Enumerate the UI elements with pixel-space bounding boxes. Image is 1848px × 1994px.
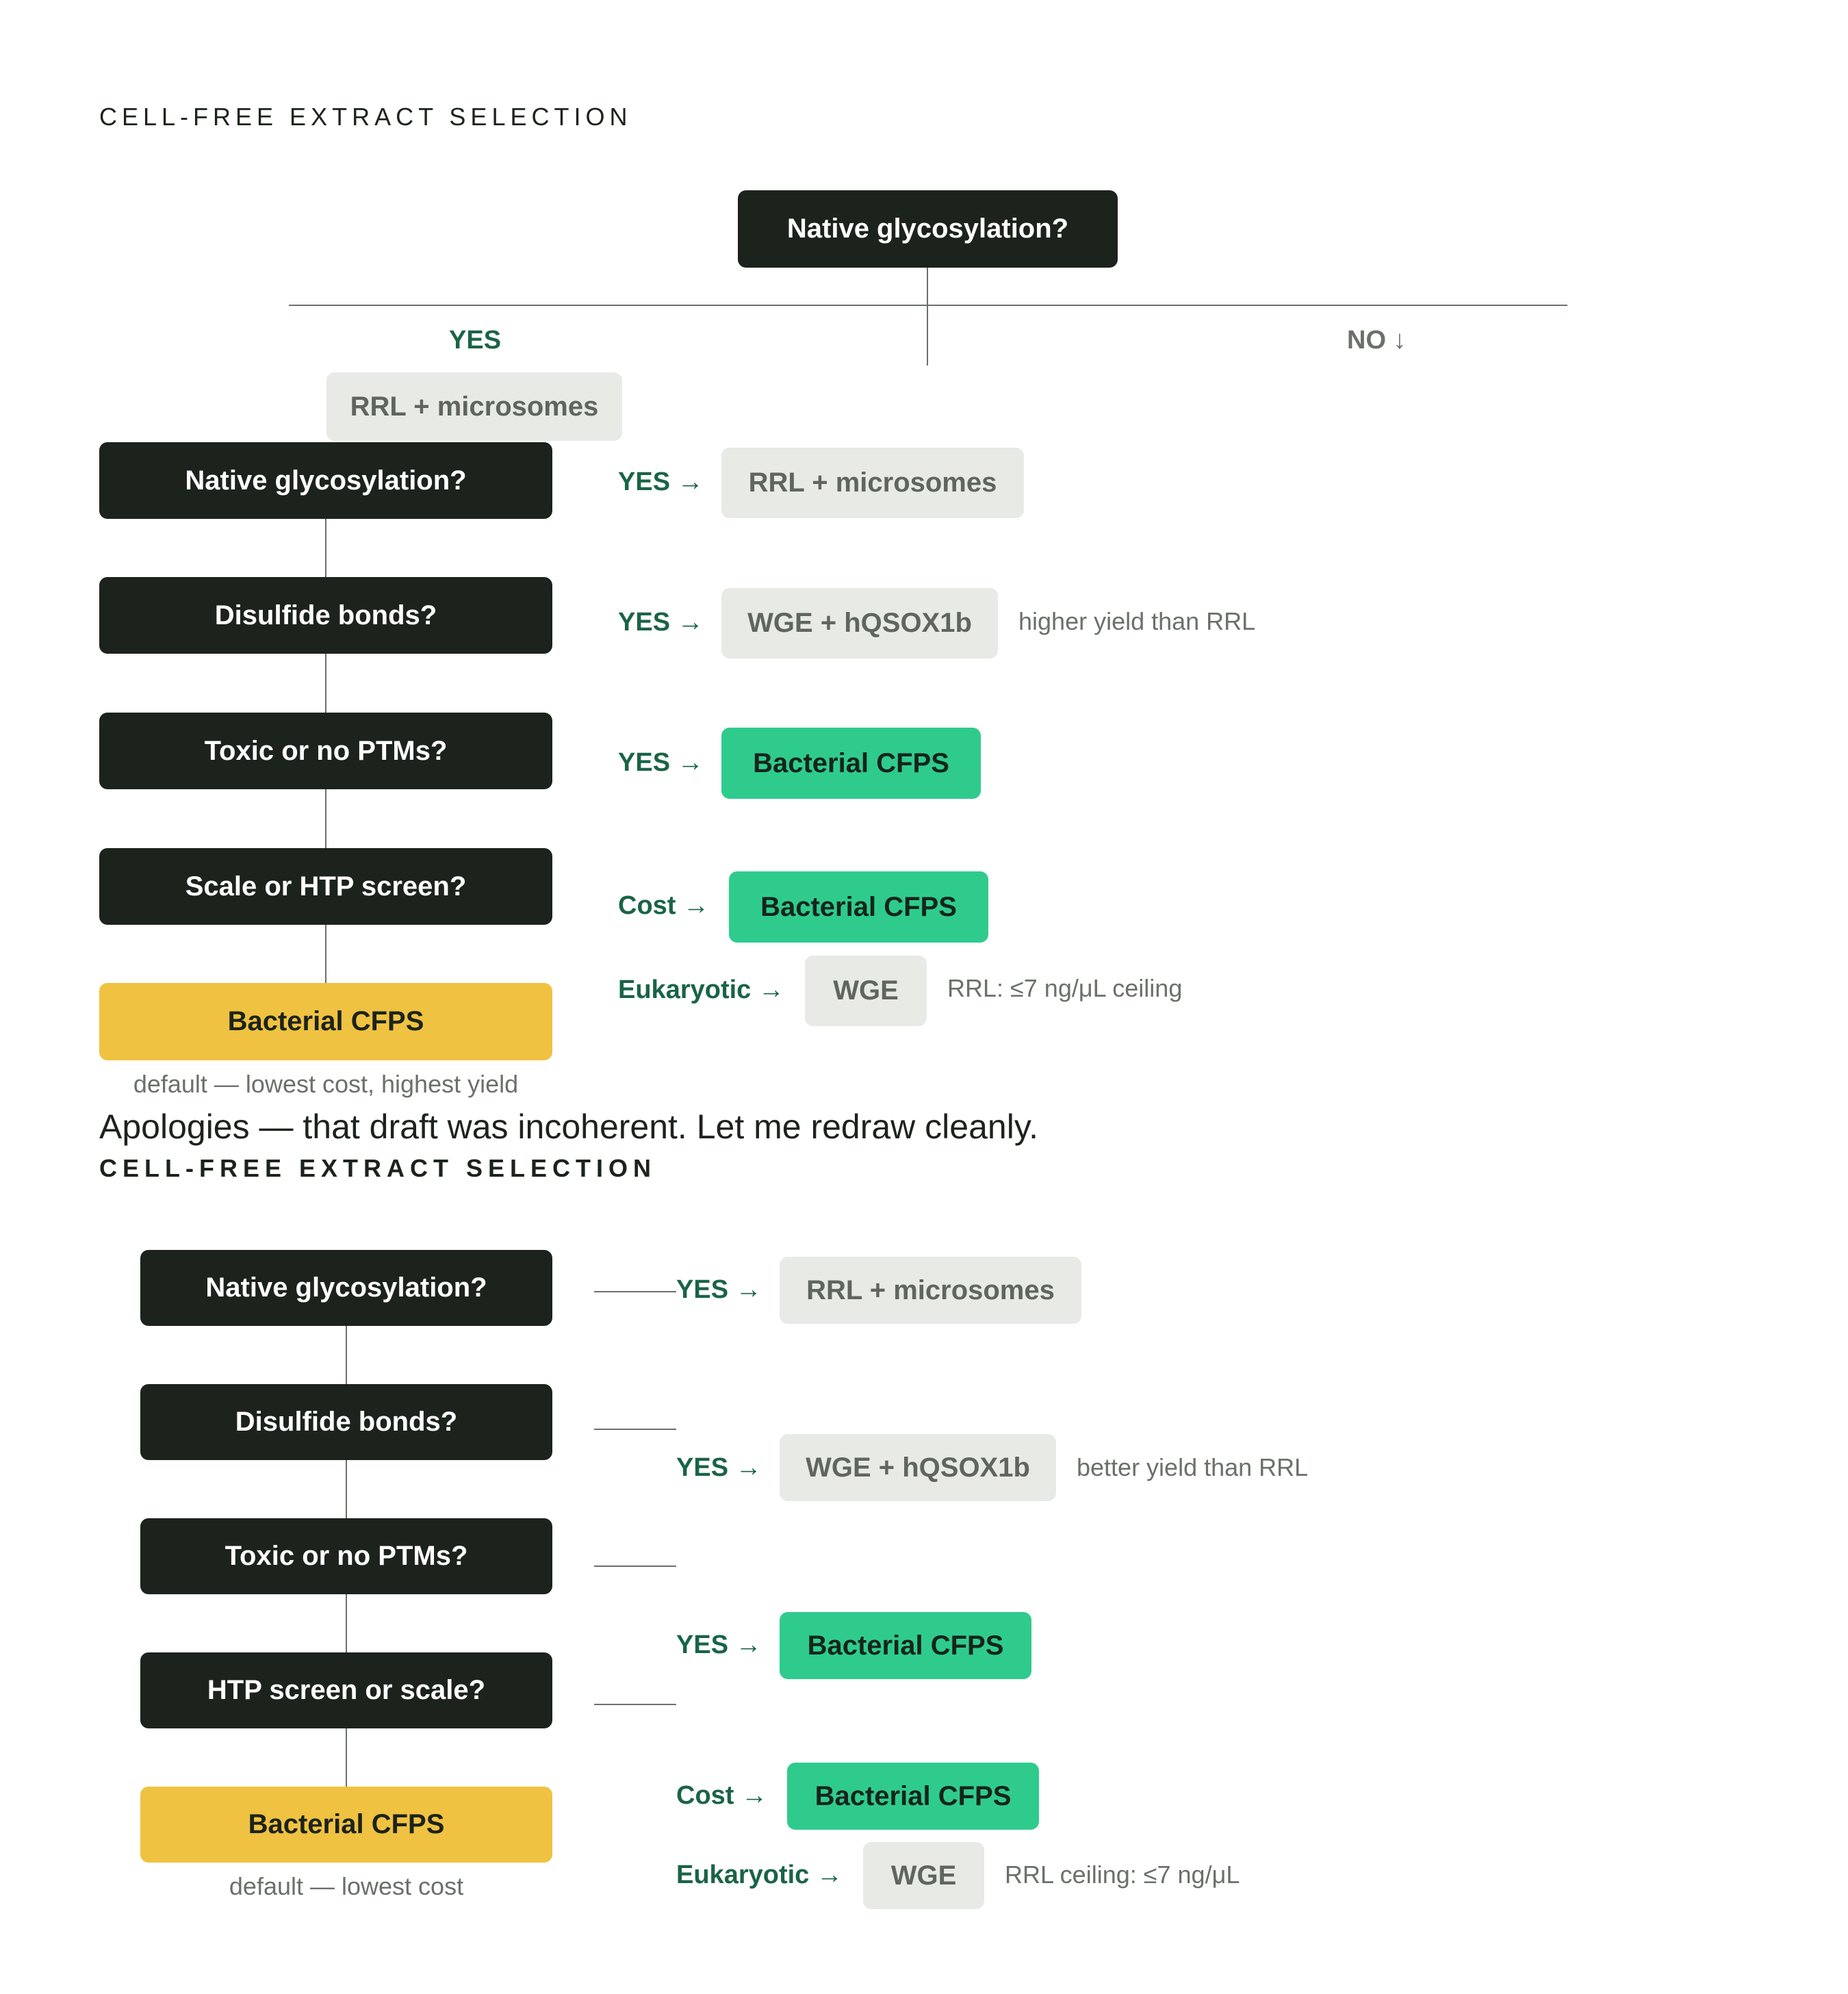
final-connector — [594, 1291, 676, 1292]
final-default-box: Bacterial CFPS — [140, 1787, 552, 1863]
draft-branch-note: higher yield than RRL — [1018, 607, 1256, 635]
draft-yes-result: RRL + microsomes — [326, 372, 622, 441]
final-branch-result: WGE + hQSOX1b — [780, 1434, 1056, 1501]
final-question-htp: HTP screen or scale? — [140, 1652, 552, 1728]
final-caption: CELL-FREE EXTRACT SELECTION — [99, 1154, 657, 1182]
draft-branch-result: Bacterial CFPS — [729, 871, 988, 943]
final-connector — [594, 1429, 676, 1430]
draft-branch-label: Eukaryotic → — [618, 975, 784, 1004]
draft-caption: CELL-FREE EXTRACT SELECTION — [99, 103, 632, 131]
draft-branch-label: YES → — [618, 468, 704, 496]
final-question-disulfide: Disulfide bonds? — [140, 1384, 552, 1460]
apology-message: Apologies — that draft was incoherent. Let me redraw cleanly. — [99, 1108, 1038, 1146]
draft-root-stem — [927, 268, 928, 366]
final-default-note: default — lowest cost — [229, 1872, 464, 1900]
final-connector — [594, 1704, 676, 1705]
final-question-toxic: Toxic or no PTMs? — [140, 1518, 552, 1594]
draft-default-box: Bacterial CFPS — [99, 983, 552, 1060]
draft-branch-result: RRL + microsomes — [721, 448, 1024, 518]
draft-branch-note: RRL: ≤7 ng/μL ceiling — [947, 974, 1183, 1002]
draft-yes-label: YES — [449, 326, 502, 355]
draft-question-scale: Scale or HTP screen? — [99, 848, 552, 925]
draft-branch-result: WGE + hQSOX1b — [721, 588, 998, 659]
draft-question-disulfide: Disulfide bonds? — [99, 577, 552, 654]
draft-question-glycosylation: Native glycosylation? — [99, 442, 552, 519]
final-branch-label: YES → — [676, 1631, 762, 1659]
final-branch-note: RRL ceiling: ≤7 ng/μL — [1005, 1861, 1240, 1889]
final-connector — [594, 1565, 676, 1567]
draft-default-note: default — lowest cost, highest yield — [133, 1070, 519, 1098]
draft-question-toxic: Toxic or no PTMs? — [99, 713, 552, 789]
final-branch-result: RRL + microsomes — [780, 1257, 1081, 1324]
draft-no-label: NO ↓ — [1347, 326, 1407, 355]
draft-branch-result: Bacterial CFPS — [721, 728, 981, 799]
draft-root-split-line — [289, 305, 1567, 306]
draft-branch-label: YES → — [618, 748, 704, 777]
final-branch-label: YES → — [676, 1275, 762, 1304]
draft-root-question: Native glycosylation? — [738, 190, 1118, 268]
final-branch-result: WGE — [863, 1842, 984, 1909]
final-branch-label: Eukaryotic → — [676, 1861, 843, 1889]
final-question-glycosylation: Native glycosylation? — [140, 1250, 552, 1326]
final-branch-label: Cost → — [676, 1781, 767, 1810]
final-branch-result: Bacterial CFPS — [787, 1763, 1039, 1830]
final-branch-label: YES → — [676, 1453, 762, 1482]
draft-branch-label: YES → — [618, 608, 704, 637]
draft-branch-label: Cost → — [618, 891, 709, 920]
draft-branch-result: WGE — [805, 956, 927, 1026]
final-branch-note: better yield than RRL — [1077, 1453, 1309, 1481]
final-branch-result: Bacterial CFPS — [780, 1612, 1031, 1679]
